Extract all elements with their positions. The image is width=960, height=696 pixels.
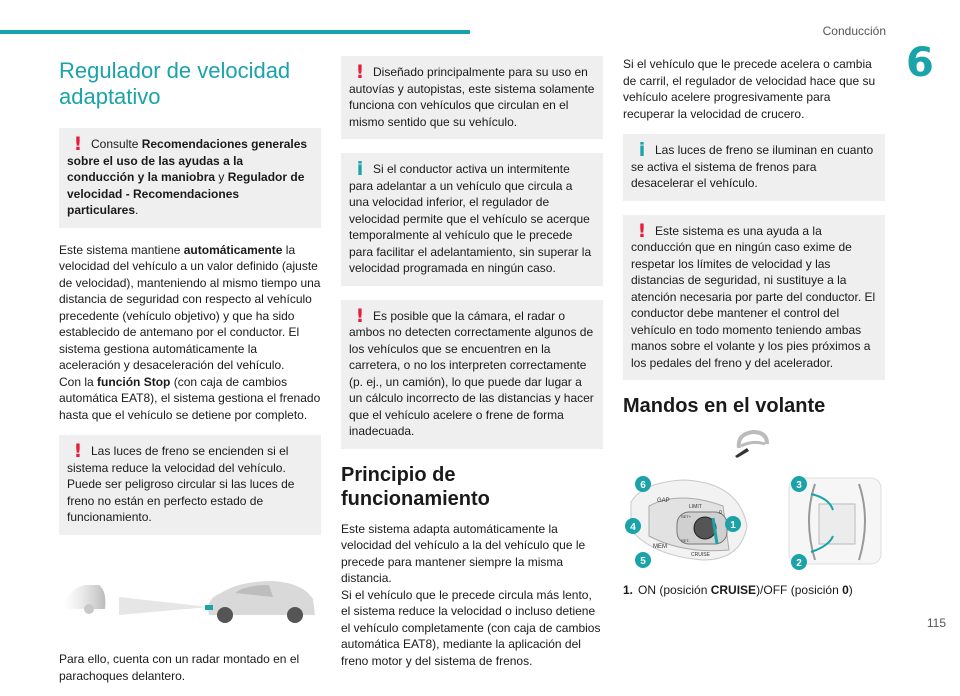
paragraph: Para ello, cuenta con un radar montado en el parachoques delantero. <box>59 652 300 683</box>
info-box <box>341 153 603 286</box>
bold-text: función Stop <box>97 374 171 389</box>
warning-text: Es posible que la cámara, el radar o ambos no detecten correctamente algunos de los vehículos que se encuentren en la carretera, o no los interpreten correctamente (p. ej., un camión), lo que puede dar lugar a un cálculo incorrecto de las distancias y hacer que el vehículo acelere o frene de forma inadecuada. <box>349 308 594 438</box>
info-text: Las luces de freno se iluminan en cuanto se activa el sistema de frenos para desacelerar el vehículo. <box>631 143 874 190</box>
info-box <box>623 134 885 201</box>
label-set-minus: SET- <box>681 538 690 543</box>
text: Consulte <box>91 137 142 151</box>
exclamation-icon: ! <box>73 440 83 462</box>
lead-car <box>63 585 105 609</box>
steering-wheel-icon <box>733 428 773 460</box>
info-icon: i <box>356 158 364 180</box>
section-title: Conducción <box>822 24 886 38</box>
radar-beam <box>119 597 209 615</box>
text: (con caja de cambios automática EAT8), el sistema gestiona el frenado hasta que el vehículo se detiene por completo. <box>59 374 321 422</box>
text: ) <box>848 583 853 597</box>
callout-6 <box>635 476 651 492</box>
label-gap: GAP <box>657 498 670 504</box>
label-limit: LIMIT <box>689 504 702 510</box>
label-cruise: CRUISE <box>691 552 710 558</box>
label-off: 0 <box>719 510 722 516</box>
text: la velocidad del vehículo a un valor definido (ajuste de velocidad), manteniendo al mismo tiempo una distancia de seguridad con respecto al vehículo precedente (vehículo objetivo) y que ha sido establecido de antemano por el conductor. El sistema gestiona automáticamente la aceleración y desaceleración del vehículo. <box>59 242 321 372</box>
link-recommendations: Recomendaciones generales sobre el uso de las ayudas a la conducción y la maniobra <box>67 137 308 184</box>
text: ON (posición <box>638 583 711 597</box>
callout-label: 2 <box>796 558 802 569</box>
callout-label: 4 <box>630 522 636 533</box>
text: y <box>215 170 228 184</box>
paragraph: Si el vehículo que le precede circula más lento, el sistema reduce la velocidad o incluso detiene el vehículo completamente (con caja de cambios automática EAT8), mediante la aplicación del freno motor y del sistema de frenos. <box>341 587 601 668</box>
column-2 <box>341 56 603 669</box>
car-radar-illustration <box>59 569 321 631</box>
callout-3 <box>791 476 807 492</box>
callout-label: 6 <box>640 480 646 491</box>
warning-box <box>341 56 603 139</box>
exclamation-icon: ! <box>637 219 647 242</box>
list-number: 1. <box>623 583 634 597</box>
callout-1 <box>725 516 741 532</box>
link-cruise-control: Regulador de velocidad - Recomendaciones particulares <box>67 170 305 217</box>
text: . <box>135 203 139 217</box>
text: Este sistema mantiene <box>59 242 184 257</box>
section-heading: Mandos en el volante <box>623 395 826 417</box>
text: )/OFF (posición <box>756 583 843 597</box>
label-mem: MEM <box>653 544 667 550</box>
exclamation-icon: ! <box>355 61 365 83</box>
warning-box <box>59 435 321 535</box>
info-text: Si el conductor activa un intermitente para adelantar a un vehículo que circula a una velocidad inferior, el regulador de velocidad permite que el vehículo se acerque temporalmente al vehículo que le precede para facilitar el adelantamiento, sin superar la velocidad programada en ningún caso. <box>349 162 592 275</box>
exclamation-icon: ! <box>73 133 83 155</box>
callout-4 <box>625 518 641 534</box>
warning-text <box>67 133 313 219</box>
column-3 <box>623 56 885 599</box>
list-item <box>623 582 885 599</box>
warning-text: Las luces de freno se encienden si el sistema reduce la velocidad del vehículo. Puede ser peligroso circular si las luces de freno no están en perfecto estado de funcionamiento. <box>67 444 295 524</box>
text: Con la <box>59 374 98 389</box>
paragraph <box>59 374 321 424</box>
header-accent-bar <box>0 30 470 34</box>
paragraph <box>59 242 321 374</box>
page-title: Regulador de velocidad adaptativo <box>59 58 291 109</box>
bold-text: 0 <box>842 583 849 597</box>
chapter-number: 6 <box>906 40 934 86</box>
steering-controls-illustration <box>623 470 885 572</box>
warning-box <box>341 300 603 449</box>
label-set-plus: SET+ <box>681 514 692 519</box>
callout-label: 3 <box>796 480 802 491</box>
section-heading: Principio de funcionamiento <box>341 463 490 510</box>
page-number: 115 <box>926 616 946 630</box>
bold-text: CRUISE <box>710 583 757 597</box>
callout-5 <box>635 552 651 568</box>
bold-text: automáticamente <box>183 242 283 257</box>
callout-label: 1 <box>730 520 736 531</box>
exclamation-icon: ! <box>355 304 365 327</box>
paragraph: Si el vehículo que le precede acelera o cambia de carril, el regulador de velocidad hace que su vehículo acelere progresivamente para recuperar la velocidad de crucero. <box>623 57 876 121</box>
column-1 <box>59 56 321 696</box>
info-icon: i <box>638 139 646 161</box>
callout-2 <box>791 554 807 570</box>
warning-text: Este sistema es una ayuda a la conducción que en ningún caso exime de respetar los límites de velocidad y las distancias de seguridad, ni sustituye a la atención necesaria por parte del conductor. El conductor debe mantener el control del vehículo en todo momento teniendo ambas manos sobre el volante y los pies próximos a los pedales del freno y del acelerador. <box>631 223 876 370</box>
paragraph: Este sistema adapta automáticamente la velocidad del vehículo a la del vehículo que le precede para mantener siempre la misma distancia. <box>341 521 586 585</box>
warning-box <box>59 128 321 228</box>
callout-label: 5 <box>640 556 646 567</box>
warning-box <box>623 215 885 381</box>
warning-text: Diseñado principalmente para su uso en autovías y autopistas, este sistema solamente funciona con vehículos que circulan en el mismo sentido que su vehículo. <box>349 65 595 129</box>
